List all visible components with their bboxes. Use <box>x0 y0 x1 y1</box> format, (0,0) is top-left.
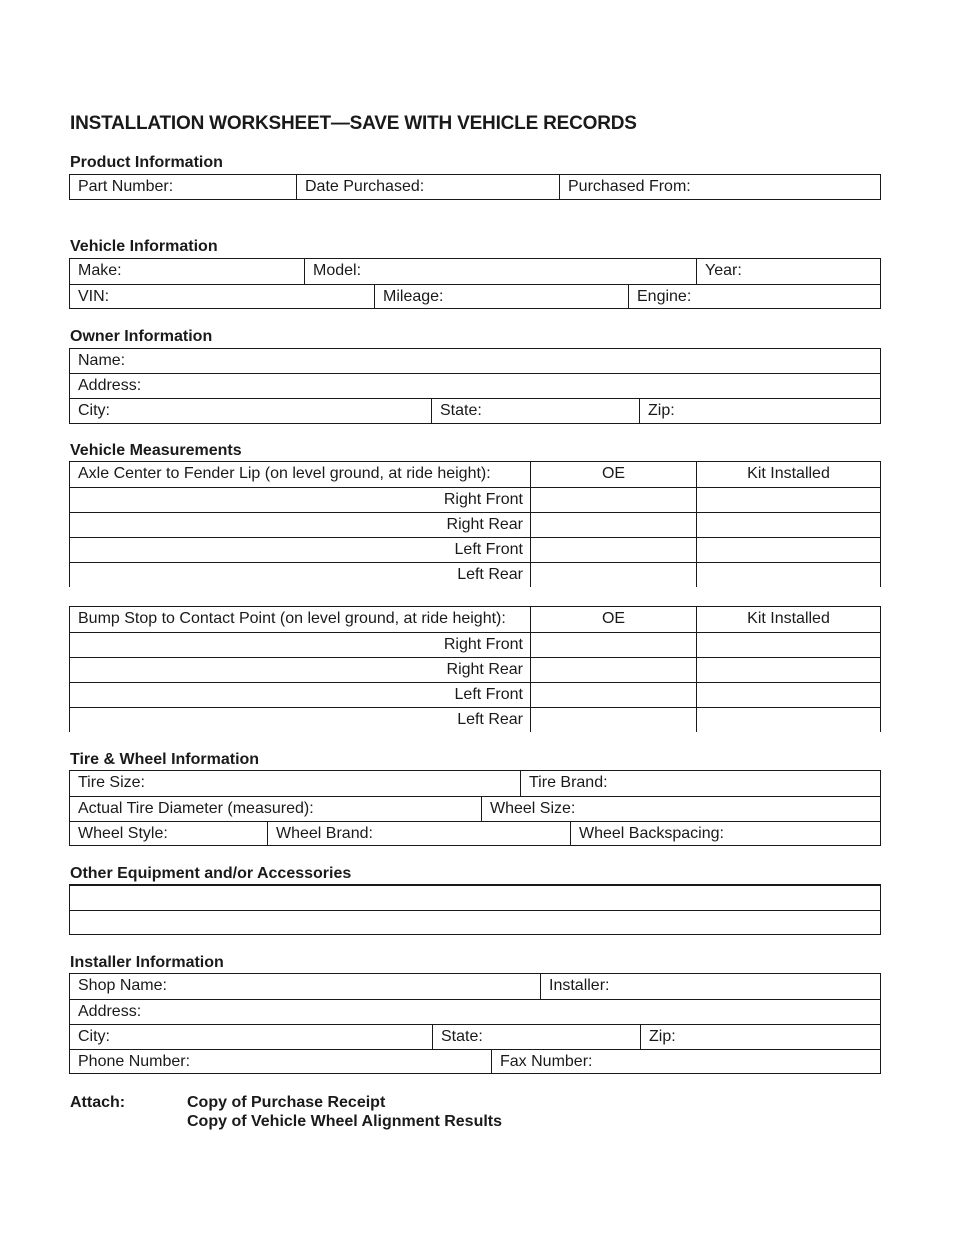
make-label: Make: <box>78 262 122 279</box>
purchased-from-label: Purchased From: <box>568 178 691 195</box>
bump-row-right-front <box>70 632 880 657</box>
axle-kit-input[interactable] <box>696 513 880 537</box>
axle-row-left-front <box>70 537 880 562</box>
year-field[interactable] <box>696 259 880 284</box>
installer-name-label: Installer: <box>549 977 610 994</box>
installer-state-field[interactable] <box>432 1025 640 1049</box>
installer-section-heading: Installer Information <box>70 954 224 971</box>
model-field[interactable] <box>304 259 696 284</box>
bump-stop-measurement-table <box>69 606 881 732</box>
date-purchased-label: Date Purchased: <box>305 178 425 195</box>
axle-kit-input[interactable] <box>696 488 880 512</box>
axle-kit-input[interactable] <box>696 563 880 587</box>
other-equipment-table <box>69 884 881 935</box>
make-field[interactable] <box>70 259 304 284</box>
vehicle-table <box>69 258 881 309</box>
vehicle-section-heading: Vehicle Information <box>70 238 218 255</box>
other-equipment-line-1[interactable] <box>70 886 880 910</box>
tire-size-label: Tire Size: <box>78 774 145 791</box>
axle-oe-header: OE <box>530 462 696 487</box>
axle-measurement-table <box>69 461 881 587</box>
vehicle-row-1 <box>70 259 880 284</box>
installer-address-field[interactable] <box>70 1000 880 1024</box>
tire-brand-field[interactable] <box>520 771 880 796</box>
owner-row-1 <box>70 349 880 373</box>
bump-position-label: Right Front <box>443 636 523 653</box>
wheel-style-field[interactable] <box>70 822 267 845</box>
fax-number-label: Fax Number: <box>500 1053 593 1070</box>
bump-position-label: Right Rear <box>446 661 523 678</box>
owner-name-field[interactable] <box>70 349 880 373</box>
installer-row-3 <box>70 1024 880 1049</box>
tire-row-1 <box>70 771 880 796</box>
owner-zip-field[interactable] <box>639 399 880 423</box>
axle-position-label: Right Rear <box>446 516 523 533</box>
mileage-field[interactable] <box>374 285 628 308</box>
wheel-style-label: Wheel Style: <box>78 825 168 842</box>
bump-row-left-front <box>70 682 880 707</box>
tire-table <box>69 770 881 846</box>
part-number-label: Part Number: <box>78 178 174 195</box>
tire-diameter-label: Actual Tire Diameter (measured): <box>78 800 314 817</box>
tire-row-3 <box>70 821 880 845</box>
bump-position-label: Left Rear <box>457 711 523 728</box>
vin-label: VIN: <box>78 288 110 305</box>
product-section-heading: Product Information <box>70 154 223 171</box>
axle-title: Axle Center to Fender Lip (on level ground, at ride height): <box>78 465 491 482</box>
attach-label: Attach: <box>70 1094 126 1111</box>
wheel-size-label: Wheel Size: <box>490 800 576 817</box>
axle-oe-input[interactable] <box>530 563 696 587</box>
owner-table <box>69 348 881 424</box>
shop-name-field[interactable] <box>70 974 540 999</box>
purchased-from-field[interactable] <box>559 175 880 199</box>
fax-number-field[interactable] <box>491 1050 880 1073</box>
wheel-brand-field[interactable] <box>267 822 570 845</box>
installer-city-label: City: <box>78 1028 110 1045</box>
wheel-backspacing-field[interactable] <box>570 822 880 845</box>
axle-row-left-rear <box>70 562 880 587</box>
tire-row-2 <box>70 796 880 821</box>
owner-address-field[interactable] <box>70 374 880 398</box>
bump-header-row <box>70 607 880 632</box>
model-label: Model: <box>313 262 362 279</box>
owner-name-label: Name: <box>78 352 126 369</box>
installer-table <box>69 973 881 1074</box>
bump-row-right-rear <box>70 657 880 682</box>
axle-kit-input[interactable] <box>696 538 880 562</box>
owner-row-2 <box>70 373 880 398</box>
axle-oe-input[interactable] <box>530 538 696 562</box>
installer-row-2 <box>70 999 880 1024</box>
owner-row-3 <box>70 398 880 423</box>
attach-item: Copy of Vehicle Wheel Alignment Results <box>187 1113 503 1130</box>
attach-item: Copy of Purchase Receipt <box>187 1094 386 1111</box>
axle-row-right-rear <box>70 512 880 537</box>
bump-kit-input[interactable] <box>696 633 880 657</box>
installer-zip-label: Zip: <box>649 1028 676 1045</box>
tire-size-field[interactable] <box>70 771 520 796</box>
wheel-backspacing-label: Wheel Backspacing: <box>579 825 724 842</box>
installer-name-field[interactable] <box>540 974 880 999</box>
axle-position-label: Left Front <box>454 541 523 558</box>
wheel-brand-label: Wheel Brand: <box>276 825 373 842</box>
installer-zip-field[interactable] <box>640 1025 880 1049</box>
bump-oe-input[interactable] <box>530 658 696 682</box>
owner-state-field[interactable] <box>431 399 639 423</box>
installer-row-4 <box>70 1049 880 1073</box>
shop-name-label: Shop Name: <box>78 977 167 994</box>
bump-kit-input[interactable] <box>696 658 880 682</box>
axle-oe-input[interactable] <box>530 488 696 512</box>
bump-kit-input[interactable] <box>696 683 880 707</box>
axle-row-right-front <box>70 487 880 512</box>
owner-city-field[interactable] <box>70 399 431 423</box>
bump-oe-input[interactable] <box>530 683 696 707</box>
axle-oe-input[interactable] <box>530 513 696 537</box>
installer-row-1 <box>70 974 880 999</box>
year-label: Year: <box>705 262 742 279</box>
bump-kit-input[interactable] <box>696 708 880 732</box>
bump-oe-input[interactable] <box>530 633 696 657</box>
vin-field[interactable] <box>70 285 374 308</box>
owner-zip-label: Zip: <box>648 402 675 419</box>
axle-position-label: Right Front <box>443 491 523 508</box>
bump-kit-header: Kit Installed <box>696 607 880 632</box>
installer-address-label: Address: <box>78 1003 142 1020</box>
engine-field[interactable] <box>628 285 880 308</box>
owner-state-label: State: <box>440 402 482 419</box>
product-table <box>69 174 881 200</box>
mileage-label: Mileage: <box>383 288 444 305</box>
bump-title: Bump Stop to Contact Point (on level ground, at ride height): <box>78 610 506 627</box>
page-title: INSTALLATION WORKSHEET—SAVE WITH VEHICLE RECORDS <box>70 113 637 134</box>
wheel-size-field[interactable] <box>481 797 880 821</box>
axle-position-label: Left Rear <box>457 566 523 583</box>
other-equipment-section-heading: Other Equipment and/or Accessories <box>70 865 352 882</box>
product-row <box>70 175 880 199</box>
installer-city-field[interactable] <box>70 1025 432 1049</box>
axle-kit-header: Kit Installed <box>696 462 880 487</box>
vehicle-row-2 <box>70 284 880 308</box>
bump-row-left-rear <box>70 707 880 732</box>
bump-oe-input[interactable] <box>530 708 696 732</box>
part-number-field[interactable] <box>70 175 296 199</box>
axle-header-row <box>70 462 880 487</box>
owner-address-label: Address: <box>78 377 142 394</box>
date-purchased-field[interactable] <box>296 175 559 199</box>
installer-state-label: State: <box>441 1028 483 1045</box>
engine-label: Engine: <box>637 288 692 305</box>
owner-city-label: City: <box>78 402 110 419</box>
tire-section-heading: Tire & Wheel Information <box>70 751 260 768</box>
phone-number-label: Phone Number: <box>78 1053 191 1070</box>
owner-section-heading: Owner Information <box>70 328 213 345</box>
bump-oe-header: OE <box>530 607 696 632</box>
measurements-section-heading: Vehicle Measurements <box>70 442 242 459</box>
phone-number-field[interactable] <box>70 1050 491 1073</box>
tire-brand-label: Tire Brand: <box>529 774 608 791</box>
other-equipment-line-2[interactable] <box>70 910 880 935</box>
tire-diameter-field[interactable] <box>70 797 481 821</box>
bump-position-label: Left Front <box>454 686 523 703</box>
